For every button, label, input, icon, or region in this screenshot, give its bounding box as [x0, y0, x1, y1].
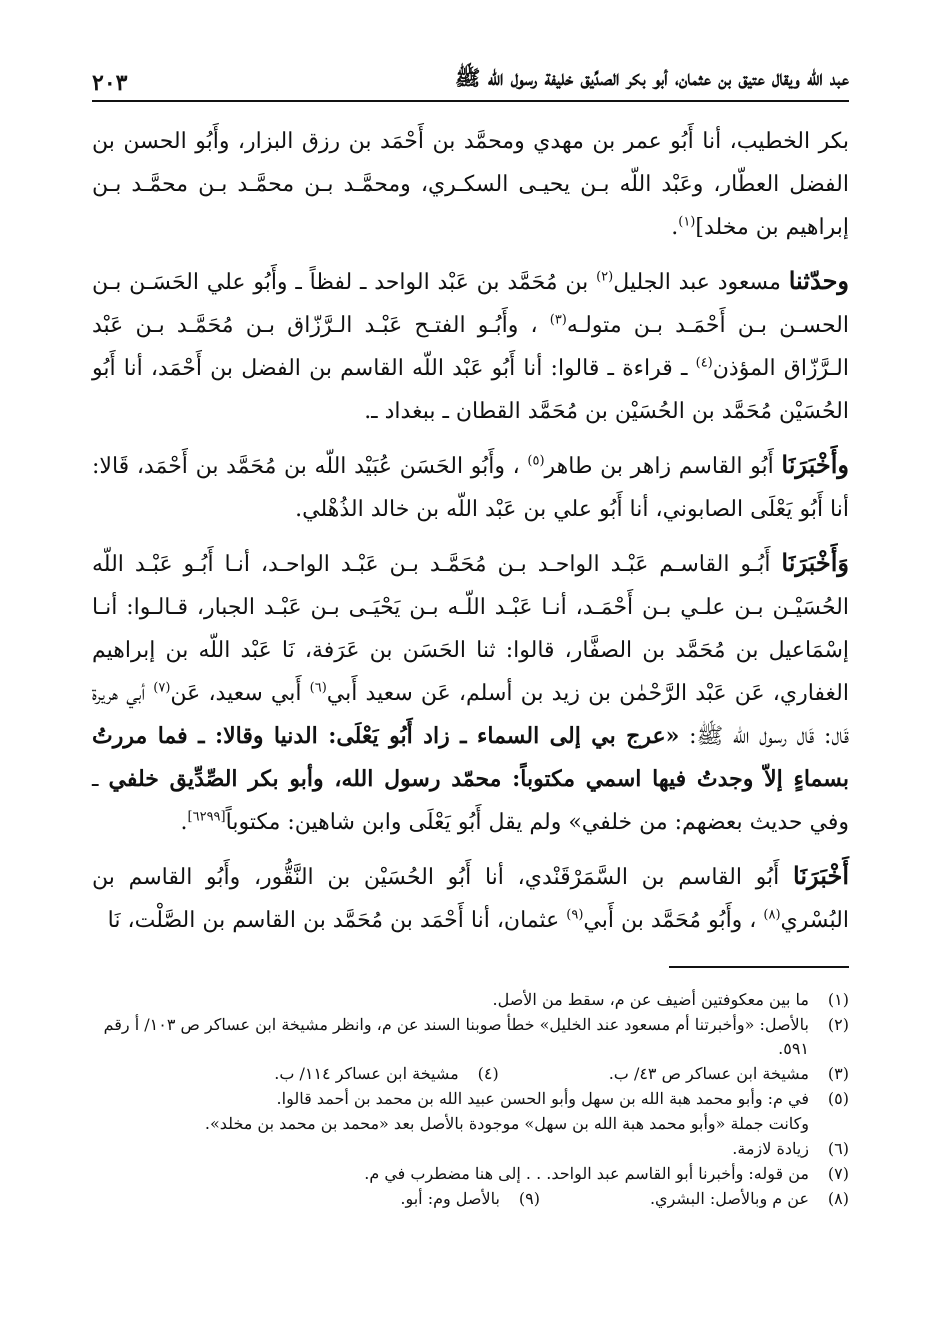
footnote-number: (٢) [827, 1015, 849, 1034]
running-header [92, 60, 849, 102]
footnote-8 [650, 1187, 849, 1211]
paragraph-text: ، وأَبُو الحَسَن عُبَيْد اللّه بن مُحَمَّد بن أَحْمَد، قَالا: أنا أَبُو يَعْلَى الصابوني، أنا أَبُو علي بن عَبْد اللّه بن خالد الذُهْلي. [92, 454, 849, 522]
footnote-number: (٤) [477, 1064, 499, 1083]
footnote-marker: (٢) [596, 269, 614, 285]
footnote-1 [92, 988, 849, 1012]
main-text [92, 120, 849, 952]
footnote-5-continued [92, 1112, 849, 1136]
footnote-text: مشيخة ابن عساكر ١١٤/ ب. [274, 1064, 459, 1083]
footnote-text: وكانت جملة «وأبو محمد هبة الله بن سهل» موجودة بالأصل بعد «محمد بن محمد بن مخلد». [204, 1114, 809, 1133]
footnote-number: (٥) [827, 1089, 849, 1108]
paragraph-text: عثمان، أنا أَحْمَد بن مُحَمَّد بن القاسم بن الصَّلْت، نَا [107, 908, 567, 933]
isnad-lead-word: وَأَخْبَرَنَا [781, 548, 849, 577]
footnote-3 [609, 1062, 849, 1086]
paragraph-4 [92, 541, 849, 844]
footnote-row-8-9 [92, 1187, 849, 1211]
footnote-text: مشيخة ابن عساكر ص ٤٣/ ب. [608, 1064, 809, 1083]
footnote-9 [400, 1187, 540, 1211]
footnote-marker: (٧) [153, 680, 171, 696]
footnote-row-3-4 [92, 1062, 849, 1086]
footnote-text: عن م وبالأصل: البشري. [649, 1189, 809, 1208]
footnote-7 [92, 1162, 849, 1186]
footnote-number: (٧) [827, 1164, 849, 1183]
footnote-number: (٣) [827, 1064, 849, 1083]
paragraph-text: ، وأَبُو مُحَمَّد بن أَبي [583, 908, 764, 933]
footnote-marker: (٥) [527, 453, 545, 469]
paragraph-text: بكر الخطيب، أنا أَبُو عمر بن مهدي ومحمَّد بن أَحْمَد بن رزق البزار، وأَبُو الحسن بن الفضل العطّار، وعَبْد اللّه بـن يحيـى السكـري، ومحمَّـد بـن محمَّـد بـن محمَّـد بـن إبراهيم بن مخلد] [92, 129, 849, 240]
paragraph-3 [92, 443, 849, 531]
paragraph-text: ، وأَبُـو الفتـح عَبْـد الـرَّزّاق بـن مُحَمَّـد بـن عَبْد الـرَّزّاق المؤذن [92, 313, 849, 381]
hadith-text: «عرج بي إلى السماء ـ زاد أَبُو يَعْلَى: الدنيا وقالا: ـ فما مررتُ بسماءٍ إلاّ وجدتُ فيها اسمي مكتوباً: محمّد رسول الله، وأبو بكر الصِّدِّيق خلفي [92, 723, 849, 792]
paragraph-text: أَبُو القاسم زاهر بن طاهر [544, 454, 782, 479]
footnote-2 [92, 1013, 849, 1061]
footnote-marker: (١) [678, 214, 696, 230]
paragraph-text: مسعود عبد الجليل [613, 270, 789, 295]
paragraph-text: . [671, 215, 679, 240]
isnad-lead-word: وأَخْبَرَنَا [781, 450, 849, 479]
header-title: عبد الله ويقال عتيق بن عثمان، أبو بكر الصدِّيق خليفة رسول الله ﷺ [455, 65, 849, 90]
footnote-text: ما بين معكوفتين أضيف عن م، سقط من الأصل. [492, 990, 809, 1009]
paragraph-text: أَبُو القاسم بن السَّمَرْقَنْدي، أنا أَبُو الحُسَيْن بن النَّقُّور، وأَبُو القاسم بن البُسْري [92, 865, 849, 933]
paragraph-5 [92, 854, 849, 942]
footnote-text: في م: وأبو محمد هبة الله بن سهل وأبو الحسن عبيد الله بن محمد بن أحمد قالوا. [276, 1089, 809, 1108]
paragraph-text: . [180, 810, 188, 835]
paragraph-text: ـ وفي حديث بعضهم: من خلفي» ولم يقل أَبُو يَعْلَى وابن شاهين: مكتوباً [92, 767, 849, 835]
footnote-text: زيادة لازمة. [732, 1139, 809, 1158]
footnote-text: بالأصل وم: أبو. [400, 1189, 500, 1208]
paragraph-1 [92, 120, 849, 249]
footnote-text: من قوله: وأخبرنا أبو القاسم عبد الواحد. . . إلى هنا مضطرب في م. [364, 1164, 809, 1183]
footnote-number: (٩) [518, 1189, 540, 1208]
footnotes [92, 988, 849, 1212]
footnote-marker: (٩) [566, 907, 584, 923]
paragraph-text: بن مُحَمَّد بن عَبْد الواحد ـ لفظاً ـ وأَبُو علي الحَسَـن بـن الحسـن بـن أَحْمَـد بـن متولـه [92, 270, 849, 338]
paragraph-2 [92, 259, 849, 433]
footnote-marker: (٨) [763, 907, 781, 923]
footnote-text: بالأصل: «وأخبرتنا أم مسعود عند الخليل» خطأ صوبنا السند عن م، وانظر مشيخة ابن عساكر ص ١٠٣/ أ رقم ٥٩١. [103, 1015, 809, 1058]
footnote-number: (٨) [827, 1189, 849, 1208]
paragraph-text: أَبي سعيد، عَن [170, 681, 310, 706]
footnote-5 [92, 1087, 849, 1111]
footnote-number: (٦) [827, 1139, 849, 1158]
paragraph-text: ـ قراءة ـ قالوا: أنا أَبُو عَبْد اللّه القاسم بن الفضل بن أَحْمَد، أنا أَبُو الحُسَيْن مُحَمَّد بن الحُسَيْن بن مُحَمَّد القطان ـ ببغداد ـ. [92, 356, 849, 424]
footnote-marker: (٦) [309, 680, 327, 696]
footnote-marker: (٣) [549, 312, 567, 328]
footnote-4 [274, 1062, 498, 1086]
isnad-lead-word: وحدّثنا [788, 266, 849, 295]
paragraph-text: أَبُـو القاسـم عَبْـد الواحـد بـن مُحَمَّـد بـن عَبْـد الواحـد، أنـا أَبُـو عَبْـد اللّه الحُسَيْـن بـن علـي بـن أَحْمَـد، أنـا عَبْـد اللّـه بـن يَحْيَـى بـن عَبْـد الجبار، قـالـوا: أنـا إسْمَاعيل بن مُحَمَّد بن الصفَّار، قالوا: ثنا الحَسَن بن عَرَفة، نَا عَبْد اللّه بن إبراهيم الغفاري، عَن عَبْد الرَّحْمٰن بن زيد بن أسلم، عَن سعيد أَبي [92, 552, 849, 706]
hadith-reference-number: [٦٢٩٩] [187, 809, 226, 825]
isnad-lead-word: أَخْبَرَنَا [793, 861, 849, 890]
page-number: ٢٠٣ [92, 70, 128, 96]
paragraph-text: أبي هريرة قَال: قَال رسول اللّه ﷺ: [92, 681, 849, 749]
footnote-marker: (٤) [695, 355, 713, 371]
footnote-6 [92, 1137, 849, 1161]
footnote-number: (١) [827, 990, 849, 1009]
footnote-separator [669, 966, 849, 968]
